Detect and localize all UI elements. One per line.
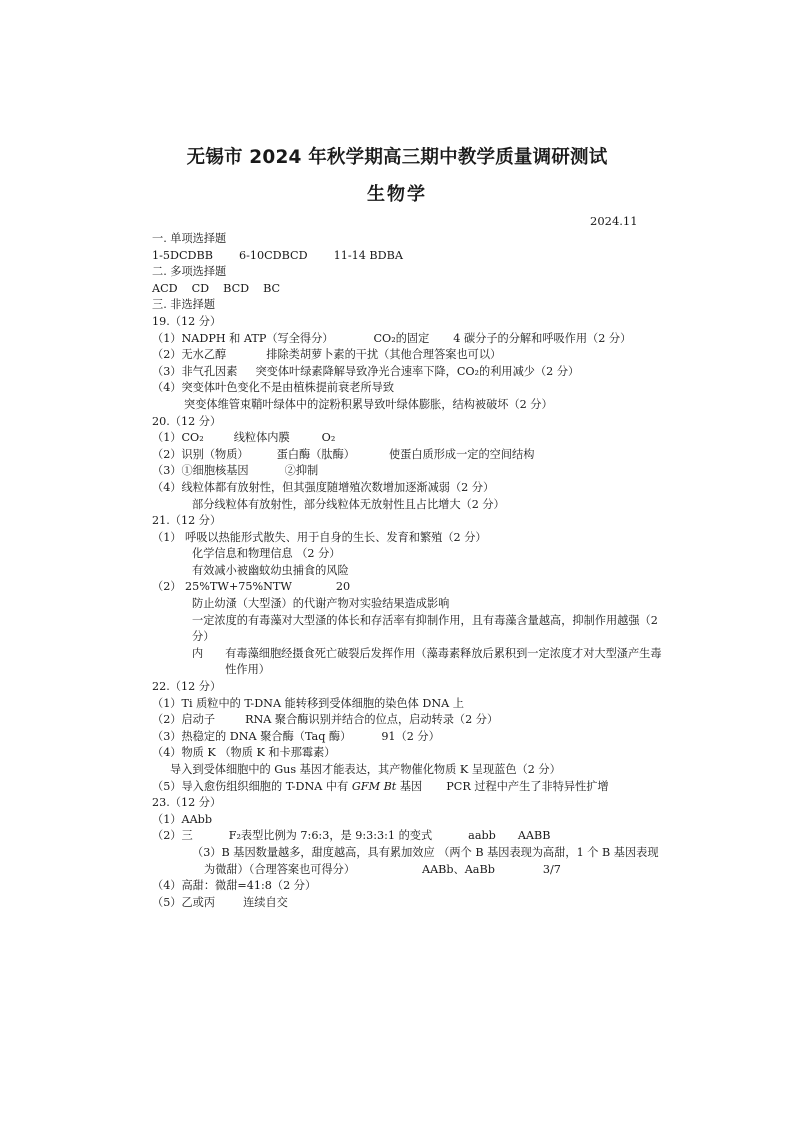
answer-text: 91（2 分） <box>381 729 440 743</box>
answer-line <box>152 828 662 845</box>
answer-text: 有毒藻细胞经摄食死亡破裂后发挥作用（藻毒素释放后累积到一定浓度才对大型溞产生毒性作用） <box>225 646 662 677</box>
answer-text: 20 <box>335 580 351 594</box>
answer-line: 有效减小被幽蚊幼虫捕食的风险 <box>192 563 349 577</box>
answer-line <box>152 895 662 912</box>
question-heading: 20.（12 分） <box>152 414 222 428</box>
answer-line <box>152 281 662 298</box>
answer-line: （1）AAbb <box>152 812 212 826</box>
answer-text: AABb、AaBb <box>422 862 495 876</box>
answer-text: （2）三 <box>152 829 193 843</box>
answer-text: ②抑制 <box>284 464 319 478</box>
answer-line <box>152 712 662 729</box>
question-heading: 22.（12 分） <box>152 680 222 694</box>
answer-text: （2）启动子 <box>152 713 216 727</box>
answer-line <box>152 331 662 348</box>
answer-line <box>152 779 662 796</box>
answer-line: （4）线粒体都有放射性，但其强度随增殖次数增加逐渐减弱（2 分） <box>152 480 495 494</box>
gene-name: GFM Bt <box>351 779 397 793</box>
answer-line <box>152 364 662 381</box>
subject-title: 生物学 <box>367 184 427 205</box>
answer-group: 11-14 BDBA <box>333 248 403 262</box>
answer-text: （3）非气孔因素 <box>152 364 238 378</box>
section-heading: 二. 多项选择题 <box>152 265 227 279</box>
answer-line: （4）物质 K （物质 K 和卡那霉素） <box>152 746 336 760</box>
answer-text: 线粒体内膜 <box>233 431 290 445</box>
answer-line <box>152 729 662 746</box>
answer-line <box>152 447 662 464</box>
answer-line: （4）高甜：微甜=41:8（2 分） <box>152 879 317 893</box>
exam-date: 2024.11 <box>590 214 638 228</box>
answer-text: （5）导入愈伤组织细胞的 T-DNA 中有 <box>152 779 352 793</box>
answer-group: 1-5DCDBB <box>152 248 213 262</box>
answer-group: BC <box>263 281 281 295</box>
answer-text: 基因 <box>396 779 423 793</box>
answer-text: 内 <box>192 646 204 660</box>
question-heading: 23.（12 分） <box>152 796 222 810</box>
answer-text: （1）NADPH 和 ATP（写全得分） <box>152 331 334 345</box>
answer-paragraph: （3）B 基因数量越多，甜度越高，具有累加效应 （两个 B 基因表现为高甜，1 个 B 基因表现为微甜）（合理答案也可得分） <box>192 845 659 876</box>
answer-group: 6-10CDBCD <box>238 248 308 262</box>
answer-line <box>152 579 662 596</box>
answer-line: 突变体维管束鞘叶绿体中的淀粉积累导致叶绿体膨胀，结构被破坏（2 分） <box>184 397 553 411</box>
question-heading: 21.（12 分） <box>152 514 222 528</box>
answer-group: CD <box>191 281 210 295</box>
answer-text: PCR 过程中产生了非特异性扩增 <box>446 779 609 793</box>
answer-line <box>152 430 662 447</box>
answer-paragraph: 一定浓度的有毒藻对大型溞的体长和存活率有抑制作用，且有毒藻含量越高，抑制作用越强（2 分） <box>192 613 658 644</box>
answer-text: （2）无水乙醇 <box>152 348 227 362</box>
answer-text: （2）识别（物质） <box>152 447 249 461</box>
answer-text: （3）①细胞核基因 <box>152 464 249 478</box>
answer-text: （3）热稳定的 DNA 聚合酶（Taq 酶） <box>152 729 352 743</box>
answer-line <box>152 463 662 480</box>
question-heading: 19.（12 分） <box>152 314 222 328</box>
answer-text: RNA 聚合酶识别并结合的位点，启动转录（2 分） <box>245 713 499 727</box>
answer-text: 连续自交 <box>243 895 288 909</box>
answer-line: （1） 呼吸以热能形式散失、用于自身的生长、发育和繁殖（2 分） <box>152 530 487 544</box>
answer-line: （4）突变体叶色变化不是由植株提前衰老所导致 <box>152 381 395 395</box>
section-heading: 三. 非选择题 <box>152 298 216 312</box>
answer-line: 导入到受体细胞中的 Gus 基因才能表达，其产物催化物质 K 呈现蓝色（2 分） <box>170 763 561 776</box>
answer-text: 4 碳分子的分解和呼吸作用（2 分） <box>453 331 632 345</box>
answer-text: （1）CO₂ <box>152 431 204 445</box>
answer-text: F₂表型比例为 7:6:3，是 9:3:3:1 的变式 <box>228 829 433 843</box>
answer-line: 化学信息和物理信息 （2 分） <box>192 547 341 561</box>
answer-text: 使蛋白质形成一定的空间结构 <box>388 447 535 461</box>
answer-line: 防止幼溞（大型溞）的代谢产物对实验结果造成影响 <box>192 597 450 611</box>
answer-text: 突变体叶绿素降解导致净光合速率下降，CO₂的利用减少（2 分） <box>255 364 580 378</box>
answer-text: 3/7 <box>542 862 561 876</box>
section-heading: 一. 单项选择题 <box>152 232 227 245</box>
answer-text: 排除类胡萝卜素的干扰（其他合理答案也可以） <box>266 348 502 362</box>
page-title: 无锡市 2024 年秋学期高三期中教学质量调研测试 <box>186 147 608 168</box>
answer-group: ACD <box>152 281 178 295</box>
answer-paragraph <box>152 646 662 679</box>
answer-text: aabb <box>468 829 496 843</box>
answer-text: 蛋白酶（肽酶） <box>276 447 355 461</box>
answer-text: （2） 25%TW+75%NTW <box>152 580 292 594</box>
answer-line: （1）Ti 质粒中的 T-DNA 能转移到受体细胞的染色体 DNA 上 <box>152 696 464 710</box>
answer-text: O₂ <box>321 431 336 445</box>
answer-group: BCD <box>223 281 250 295</box>
answer-text: AABB <box>517 829 551 843</box>
answer-line <box>152 347 662 364</box>
answer-text: （5）乙或丙 <box>152 895 216 909</box>
answer-line <box>152 248 662 265</box>
answer-line: 部分线粒体有放射性，部分线粒体无放射性且占比增大（2 分） <box>192 497 505 511</box>
answer-text: CO₂的固定 <box>373 331 430 345</box>
answer-key <box>152 231 662 911</box>
